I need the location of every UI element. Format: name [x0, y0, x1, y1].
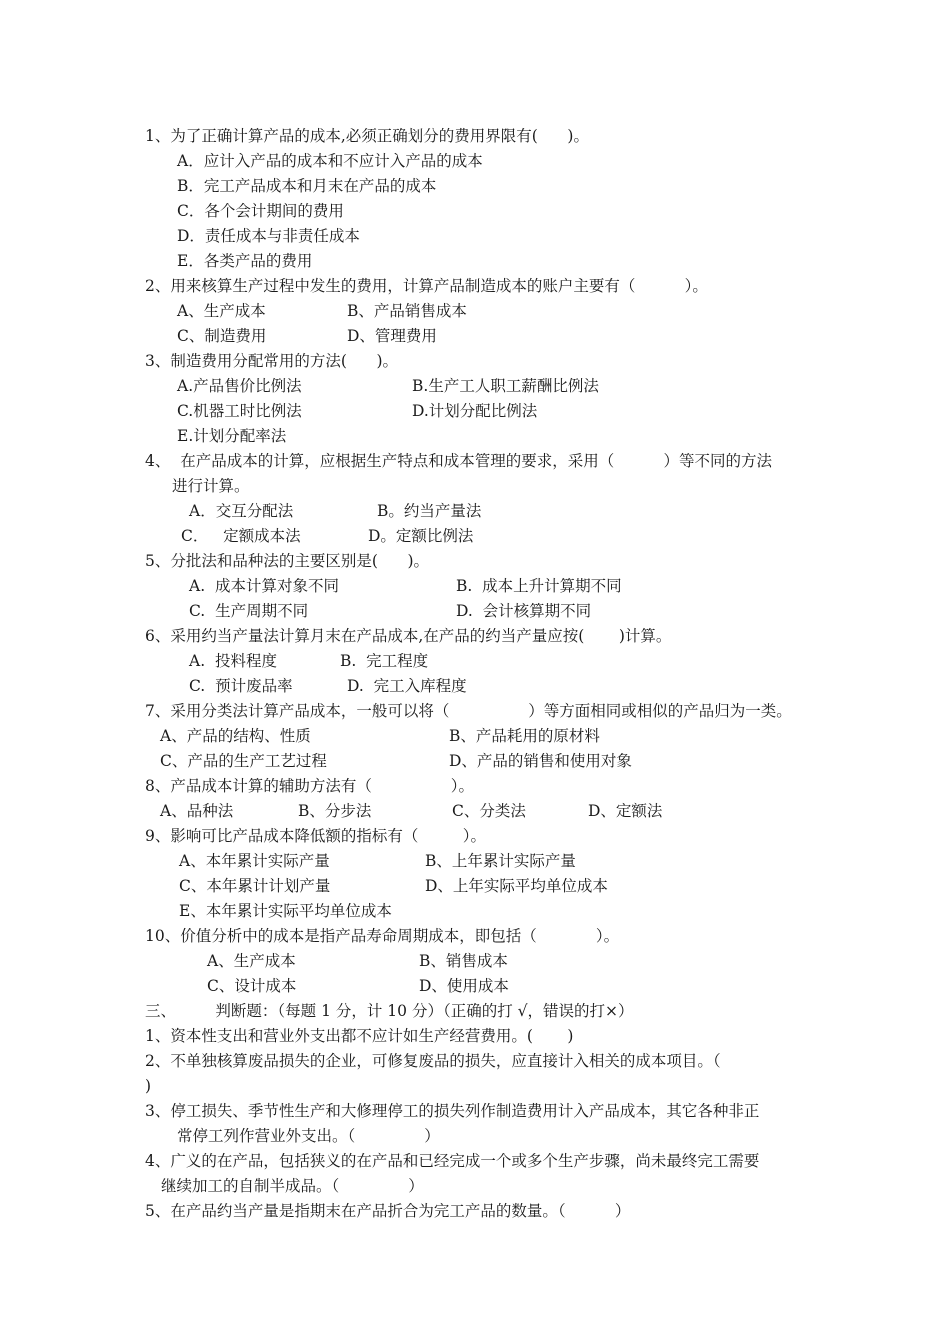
- q7-option-c: C、产品的生产工艺过程: [160, 752, 327, 770]
- judge-1: 1、资本性支出和营业外支出都不应计如生产经营费用。( ): [145, 1027, 574, 1045]
- question-3: 3、制造费用分配常用的方法( )。: [145, 352, 399, 370]
- q1-option-e: E．各类产品的费用: [177, 252, 313, 270]
- judge-5: 5、在产品约当产量是指期末在产品折合为完工产品的数量。（ ）: [145, 1202, 631, 1220]
- q5-option-d: D. 会计核算期不同: [456, 602, 592, 620]
- judge-4-cont: 继续加工的自制半成品。（ ）: [161, 1177, 424, 1195]
- question-4-cont: 进行计算。: [172, 477, 250, 495]
- question-6: 6、采用约当产量法计算月末在产品成本,在产品的约当产量应按( )计算。: [145, 627, 672, 645]
- q4-option-c: C． 定额成本法: [181, 527, 301, 545]
- question-9: 9、影响可比产品成本降低额的指标有（ ）。: [145, 827, 486, 845]
- q9-option-e: E、本年累计实际平均单位成本: [179, 902, 392, 920]
- q10-option-b: B、销售成本: [419, 952, 508, 970]
- q3-option-d: D.计划分配比例法: [412, 402, 538, 420]
- q4-option-b: B。约当产量法: [377, 502, 482, 520]
- judge-2-cont: ): [145, 1077, 152, 1095]
- question-7: 7、采用分类法计算产品成本，一般可以将（ ）等方面相同或相似的产品归为一类。: [145, 702, 792, 720]
- q1-option-c: C．各个会计期间的费用: [177, 202, 344, 220]
- q4-option-a: A．交互分配法: [189, 502, 294, 520]
- q5-option-c: C. 生产周期不同: [189, 602, 309, 620]
- q1-option-b: B．完工产品成本和月末在产品的成本: [177, 177, 437, 195]
- q3-option-c: C.机器工时比例法: [177, 402, 302, 420]
- q9-option-a: A、本年累计实际产量: [179, 852, 330, 870]
- q4-option-d: D。定额比例法: [368, 527, 474, 545]
- q9-option-b: B、上年累计实际产量: [425, 852, 576, 870]
- q1-option-a: A．应计入产品的成本和不应计入产品的成本: [177, 152, 483, 170]
- q5-option-b: B. 成本上升计算期不同: [456, 577, 622, 595]
- q8-option-c: C、分类法: [452, 802, 526, 820]
- q8-option-a: A、品种法: [160, 802, 234, 820]
- q6-option-d: D. 完工入库程度: [347, 677, 467, 695]
- q3-option-e: E.计划分配率法: [177, 427, 287, 445]
- q6-option-c: C. 预计废品率: [189, 677, 293, 695]
- q6-option-b: B. 完工程度: [340, 652, 429, 670]
- q5-option-a: A. 成本计算对象不同: [189, 577, 339, 595]
- judge-2: 2、不单独核算废品损失的企业，可修复废品的损失，应直接计入相关的成本项目。（: [145, 1052, 721, 1070]
- question-10: 10、价值分析中的成本是指产品寿命周期成本，即包括（ ）。: [145, 927, 620, 945]
- q7-option-b: B、产品耗用的原材料: [449, 727, 600, 745]
- q8-option-d: D、定额法: [588, 802, 663, 820]
- q9-option-d: D、上年实际平均单位成本: [425, 877, 608, 895]
- question-5: 5、分批法和品种法的主要区别是( )。: [145, 552, 430, 570]
- q10-option-a: A、生产成本: [207, 952, 296, 970]
- q2-option-a: A、生产成本: [177, 302, 266, 320]
- q2-option-b: B、产品销售成本: [347, 302, 467, 320]
- q2-option-c: C、制造费用: [177, 327, 267, 345]
- judge-3-cont: 常停工列作营业外支出。（ ）: [177, 1127, 440, 1145]
- q2-option-d: D、管理费用: [347, 327, 437, 345]
- q8-option-b: B、分步法: [298, 802, 372, 820]
- q7-option-d: D、产品的销售和使用对象: [449, 752, 632, 770]
- section-3-heading: 三、 判断题：（每题 1 分，计 10 分）（正确的打 √，错误的打×）: [145, 1002, 634, 1020]
- q10-option-d: D、使用成本: [419, 977, 509, 995]
- question-8: 8、产品成本计算的辅助方法有（ ）。: [145, 777, 474, 795]
- q3-option-a: A.产品售价比例法: [177, 377, 302, 395]
- q9-option-c: C、本年累计计划产量: [179, 877, 331, 895]
- question-2: 2、用来核算生产过程中发生的费用，计算产品制造成本的账户主要有（ ）。: [145, 277, 708, 295]
- q7-option-a: A、产品的结构、性质: [160, 727, 311, 745]
- judge-4: 4、广义的在产品，包括狭义的在产品和已经完成一个或多个生产步骤，尚未最终完工需要: [145, 1152, 760, 1170]
- q3-option-b: B.生产工人职工薪酬比例法: [412, 377, 599, 395]
- q6-option-a: A. 投料程度: [189, 652, 277, 670]
- q1-option-d: D．责任成本与非责任成本: [177, 227, 360, 245]
- question-1: 1、为了正确计算产品的成本,必须正确划分的费用界限有( )。: [145, 127, 589, 145]
- judge-3: 3、停工损失、季节性生产和大修理停工的损失列作制造费用计入产品成本，其它各种非正: [145, 1102, 760, 1120]
- q10-option-c: C、设计成本: [207, 977, 297, 995]
- question-4: 4、 在产品成本的计算，应根据生产特点和成本管理的要求，采用（ ）等不同的方法: [145, 452, 772, 470]
